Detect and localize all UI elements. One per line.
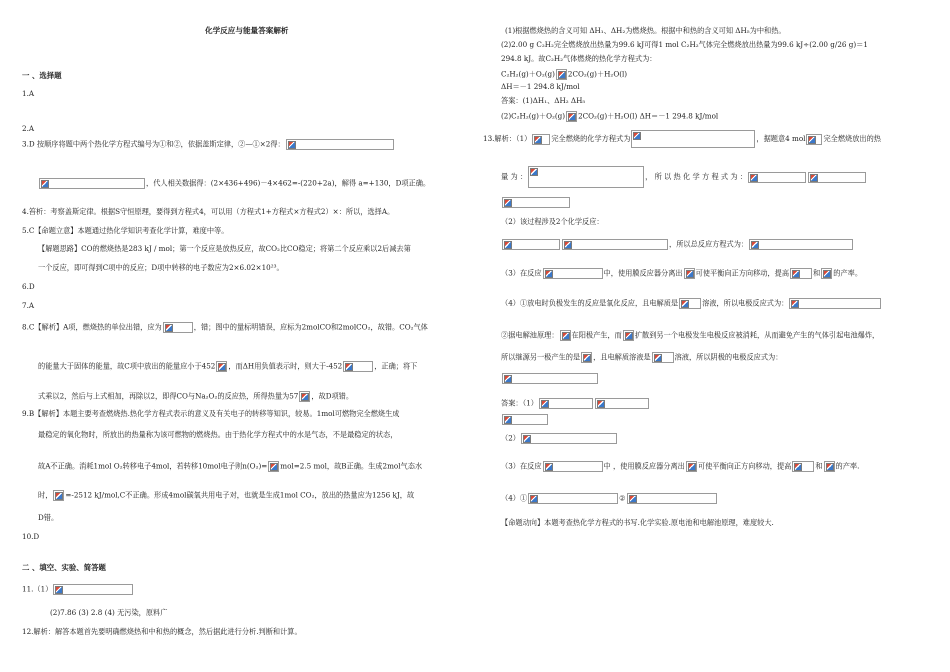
- broken-image-icon: [55, 492, 63, 500]
- answer-8-text-d: ，而ΔH用负值表示时，则大于-452: [228, 361, 343, 371]
- r-line-22: 【命题动向】本题考查热化学方程式的书写.化学实验.原电池和电解池原理，难度较大.: [501, 518, 774, 527]
- broken-image-icon: [558, 71, 566, 79]
- broken-image-icon: [534, 136, 542, 144]
- broken-image-icon: [794, 463, 802, 471]
- broken-image-icon: [681, 300, 689, 308]
- answer-11-text-a: 11.（1）: [22, 584, 53, 594]
- broken-image-icon: [597, 400, 605, 408]
- broken-image-icon: [165, 324, 173, 332]
- answer-3-line2: [38, 178, 430, 189]
- formula-image: [824, 461, 835, 472]
- formula-image: [792, 461, 814, 472]
- answer-8-line2: [38, 361, 417, 372]
- formula-image: [53, 490, 64, 501]
- broken-image-icon: [751, 241, 759, 249]
- r-line-10: （2）该过程涉及2个化学反应：: [501, 217, 604, 226]
- formula-image: [595, 398, 649, 409]
- broken-image-icon: [625, 332, 633, 340]
- r-line-13: [501, 298, 882, 309]
- answer-9-line3: [38, 461, 422, 472]
- r-image-row-1: [501, 197, 571, 208]
- broken-image-icon: [270, 463, 278, 471]
- broken-image-icon: [545, 463, 553, 471]
- answer-12: 12.解析：解答本题首先要明确燃烧热和中和热的概念，然后据此进行分析.判断和计算。: [22, 627, 302, 636]
- r-line-9-b: ， 所 以 热 化 学 方 程 式 为 ：: [645, 172, 748, 181]
- r-line-12-c: 可使平衡向正方向移动，提高: [695, 268, 790, 278]
- section-fill-title: 二 、填空、实验、简答题: [22, 563, 106, 572]
- r-line-8-d: 完全燃烧放出的热: [823, 134, 881, 143]
- formula-image: [53, 584, 133, 595]
- r-line-20-b: 中 ，使用膜反应器分离出: [603, 461, 685, 471]
- formula-image: [502, 197, 570, 208]
- formula-image: [679, 298, 701, 309]
- r-line-20: [501, 461, 859, 472]
- answer-9-text-e: 时，: [38, 490, 53, 500]
- formula-image: [627, 493, 717, 504]
- answer-3-text-b: ，代人相关数据得：(2×436+496)－4×462=-(220+2a)，解得 a=+130，D项正确。: [146, 178, 431, 188]
- answer-6: 6.D: [22, 282, 35, 291]
- r-line-8-a: 13.解析：（1）: [483, 134, 532, 143]
- answer-4: 4.笞析：考察盖斯定律。根据S守恒原理，要得到方程式4，可以用（方程式1+方程式×方程式2）×：所以，选择A。: [22, 207, 395, 216]
- r-image-row-3: [501, 414, 549, 425]
- r-line-4-a: C₂H₂(g)＋O₂(g): [501, 69, 555, 79]
- r-line-8-b: 完全燃烧的化学方程式为: [551, 134, 631, 143]
- r-image-row-2: [501, 373, 599, 384]
- answer-5-line1: 5.C【命题立意】本题通过热化学知识考查化学计算，难度中等。: [22, 226, 229, 235]
- formula-image: [560, 330, 571, 341]
- formula-image: [652, 352, 674, 363]
- answer-9-line5: D错。: [38, 513, 59, 522]
- r-line-4-b: 2CO₂(g)＋H₂O(l): [567, 69, 628, 79]
- r-line-3: 294.8 kJ。故C₂H₂气体燃烧的热化学方程式为：: [501, 54, 657, 63]
- broken-image-icon: [504, 241, 512, 249]
- r-line-11: [501, 239, 854, 250]
- broken-image-icon: [583, 354, 591, 362]
- broken-image-icon: [55, 586, 63, 594]
- formula-image: [623, 330, 634, 341]
- r-line-13-a: （4）①放电时负极发生的反应是氧化反应，且电解质是: [501, 298, 679, 308]
- broken-image-icon: [633, 132, 641, 140]
- formula-image: [748, 172, 806, 183]
- answer-8-line1: [22, 322, 428, 333]
- answer-3-line1: [22, 139, 395, 150]
- r-line-20-a: （3）在反应: [501, 461, 542, 471]
- r-line-6: 答案：(1)ΔH₁、ΔH₂ ΔH₅: [501, 96, 586, 105]
- broken-image-icon: [530, 495, 538, 503]
- r-line-17: [501, 398, 650, 409]
- formula-image: [299, 391, 310, 402]
- r-line-9: [501, 166, 867, 188]
- formula-image: [543, 268, 603, 279]
- broken-image-icon: [523, 435, 531, 443]
- formula-image: [502, 414, 548, 425]
- formula-image: [686, 461, 697, 472]
- r-line-12-a: （3）在反应: [501, 268, 542, 278]
- answer-8-text-c: 的能量大于固体的能量，故C项中放出的能量应小于452: [38, 361, 216, 371]
- answer-10: 10.D: [22, 532, 40, 541]
- broken-image-icon: [629, 495, 637, 503]
- formula-image: [566, 111, 577, 122]
- answer-9-text-c: 故A不正确。消耗1mol O₂转移电子4mol，若转移10mol电子则n(O₂)=: [38, 461, 268, 471]
- broken-image-icon: [504, 375, 512, 383]
- formula-image: [528, 166, 644, 188]
- r-line-20-d: 和: [815, 461, 823, 471]
- r-line-20-c: 可使平衡向正方向移动，提高: [697, 461, 792, 471]
- formula-image: [808, 172, 866, 183]
- broken-image-icon: [654, 354, 662, 362]
- broken-image-icon: [530, 168, 538, 176]
- r-line-15-b: ，且电解质溶液是: [593, 352, 651, 362]
- formula-image: [521, 433, 617, 444]
- broken-image-icon: [568, 113, 576, 121]
- r-line-21: [501, 493, 718, 504]
- broken-image-icon: [826, 463, 834, 471]
- broken-image-icon: [504, 416, 512, 424]
- formula-image: [749, 239, 853, 250]
- r-line-5: ΔH＝－1 294.8 kJ/mol: [501, 82, 580, 91]
- answer-7: 7.A: [22, 301, 35, 310]
- formula-image: [631, 130, 755, 148]
- formula-image: [163, 322, 193, 333]
- broken-image-icon: [823, 270, 831, 278]
- formula-image: [532, 134, 550, 145]
- answer-8-text-e: ，正确；将下: [374, 361, 418, 371]
- formula-image: [556, 69, 567, 80]
- r-line-14-c: 扩散到另一个电极发生电极反应被消耗，从而避免产生的气体引起电池爆炸，: [634, 330, 880, 340]
- formula-image: [286, 139, 394, 150]
- r-line-7-a: (2)C₂H₂(g)＋O₂(g): [501, 111, 566, 121]
- r-line-8: [483, 130, 881, 148]
- r-line-12: [501, 268, 862, 279]
- answer-8-line3: [38, 391, 353, 402]
- r-line-19: [501, 433, 618, 444]
- r-line-15-c: 溶液，所以阴极的电极反应式为：: [674, 352, 783, 362]
- broken-image-icon: [301, 393, 309, 401]
- formula-image: [543, 461, 603, 472]
- formula-image: [502, 239, 560, 250]
- answer-11-line1: [22, 584, 134, 595]
- r-line-13-b: 溶液，所以电极反应式为：: [702, 298, 789, 308]
- formula-image: [39, 178, 145, 189]
- formula-image: [806, 134, 822, 145]
- r-line-7-b: 2CO₂(g)＋H₂O(l) ΔH＝－1 294.8 kJ/mol: [578, 111, 719, 121]
- r-line-17-text: 答案：（1）: [501, 398, 538, 408]
- doc-title: 化学反应与能量答案解析: [205, 26, 289, 35]
- r-line-12-e: 的产率。: [833, 268, 863, 278]
- broken-image-icon: [810, 174, 818, 182]
- r-line-2: (2)2.00 g C₂H₂完全燃烧放出热量为99.6 kJ可得1 mol C₂H₂气体完全燃烧放出热量为99.6 kJ÷(2.00 g/26 g)＝1: [501, 40, 868, 49]
- answer-5-line3: 一个反应，即可得到C项中的反应；D项中转移的电子数应为2×6.02×10²³。: [38, 263, 284, 272]
- r-line-11-text: ，所以总反应方程式为：: [669, 239, 749, 249]
- answer-11-line2: (2)7.86 (3) 2.8 (4) 无污染，原料广: [50, 608, 168, 617]
- r-line-9-a: 量 为 ：: [501, 172, 528, 181]
- broken-image-icon: [345, 363, 353, 371]
- broken-image-icon: [686, 270, 694, 278]
- broken-image-icon: [688, 463, 696, 471]
- broken-image-icon: [750, 174, 758, 182]
- broken-image-icon: [808, 136, 816, 144]
- broken-image-icon: [504, 199, 512, 207]
- answer-9-line4: [38, 490, 414, 501]
- r-line-12-b: 中，使用膜反应器分离出: [603, 268, 683, 278]
- formula-image: [502, 373, 598, 384]
- broken-image-icon: [545, 270, 553, 278]
- r-line-14-a: ②据电解池原理：: [501, 330, 559, 340]
- r-line-15: [501, 352, 782, 363]
- formula-image: [581, 352, 592, 363]
- answer-8-text-f: 式乘以2，然后与上式相加，再除以2，即得CO与Na₂O₂的反应热，所得热量为57: [38, 391, 299, 401]
- broken-image-icon: [288, 141, 296, 149]
- broken-image-icon: [564, 241, 572, 249]
- formula-image: [539, 398, 593, 409]
- r-line-14-b: 在阳极产生，而: [571, 330, 622, 340]
- answer-8-text-b: ，错；图中的量标明错误，应标为2molCO和2molCO₂，故错。CO₂气体: [193, 322, 428, 332]
- formula-image: [789, 298, 881, 309]
- answer-1: 1.A: [22, 89, 35, 98]
- r-line-1: (1)根据燃烧热的含义可知 ΔH₁、ΔH₂为燃烧热。根据中和热的含义可知 ΔH₅为中和热。: [505, 26, 786, 35]
- r-line-21-b: ②: [619, 493, 626, 503]
- formula-image: [528, 493, 618, 504]
- broken-image-icon: [792, 270, 800, 278]
- r-line-8-c: ，据题意4 mol: [756, 134, 806, 143]
- section-choice-title: 一 、选择题: [22, 71, 62, 80]
- r-line-19-text: （2）: [501, 433, 520, 443]
- answer-8-text-a: 8.C【解析】A项，燃烧热的单位出错，应为: [22, 322, 162, 332]
- r-line-15-a: 所以继源另一极产生的是: [501, 352, 581, 362]
- r-line-7: [501, 111, 718, 122]
- answer-5-line2: 【解题思路】CO的燃烧热是283 kJ / mol；第一个反应是放热反应，故CO₂比CO稳定；将第二个反应乘以2后减去第: [38, 244, 411, 253]
- answer-9-text-f: =-2512 kJ/mol,C不正确。形成4mol碳氧共用电子对，也就是生成1mol CO₂，放出的热量应为1256 kJ，故: [65, 490, 415, 500]
- formula-image: [790, 268, 812, 279]
- formula-image: [343, 361, 373, 372]
- answer-3-text-a: 3.D 按顺序将题中两个热化学方程式编号为①和②，依据盖斯定律，②—①×2得：: [22, 139, 285, 149]
- r-line-12-d: 和: [813, 268, 821, 278]
- answer-8-text-g: ，故D项错。: [311, 391, 354, 401]
- formula-image: [684, 268, 695, 279]
- formula-image: [216, 361, 227, 372]
- broken-image-icon: [791, 300, 799, 308]
- broken-image-icon: [218, 363, 226, 371]
- r-line-20-e: 的产率.: [835, 461, 860, 471]
- r-line-14: [501, 330, 879, 341]
- formula-image: [821, 268, 832, 279]
- answer-9-line2: 最稳定的氧化物时，所放出的热量称为该可燃物的燃烧热。由于热化学方程式中的水是气态，不是最稳定的状态，: [38, 430, 398, 439]
- formula-image: [268, 461, 279, 472]
- answer-9-text-d: mol=2.5 mol，故B正确。生成2mol气态水: [280, 461, 423, 471]
- r-line-4: [501, 69, 627, 80]
- answer-9-line1: 9.B【解析】本题主要考查燃烧热.热化学方程式表示的意义及有关电子的转移等知识，较易。1mol可燃物完全燃烧生成: [22, 409, 400, 418]
- broken-image-icon: [541, 400, 549, 408]
- answer-2: 2.A: [22, 124, 35, 133]
- formula-image: [562, 239, 668, 250]
- broken-image-icon: [41, 180, 49, 188]
- r-line-21-a: （4）①: [501, 493, 528, 503]
- broken-image-icon: [562, 332, 570, 340]
- right-column: [475, 0, 950, 672]
